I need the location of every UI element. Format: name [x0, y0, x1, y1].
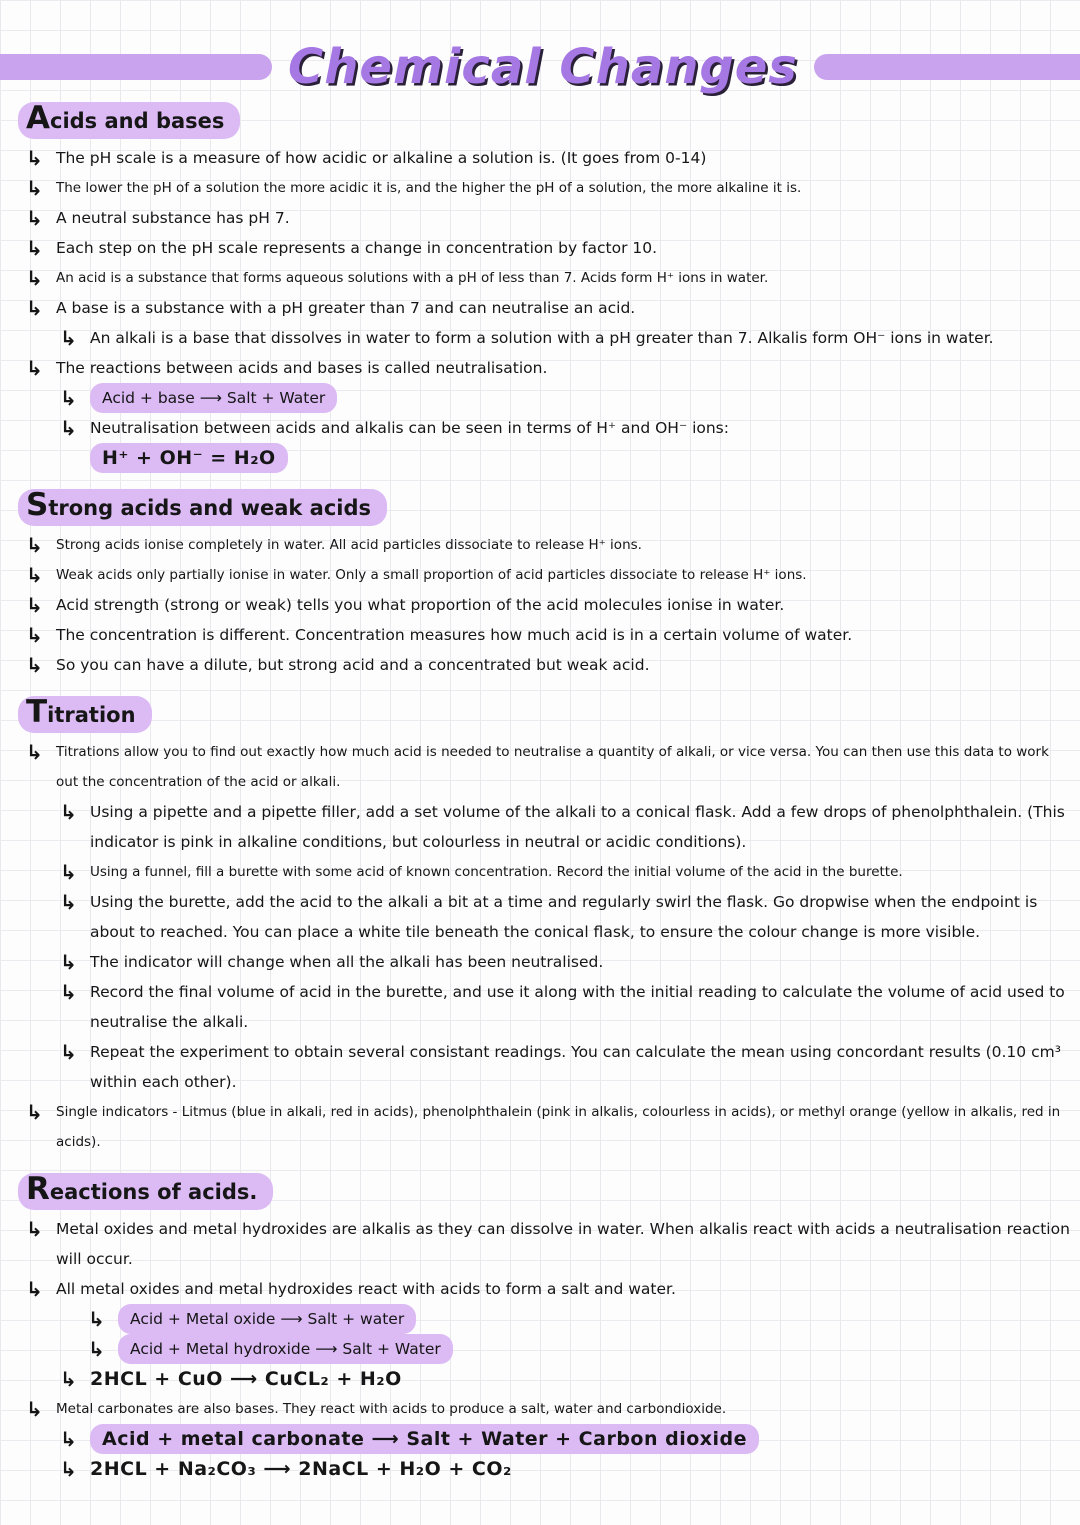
arrow-bullet-icon: ↳: [60, 1457, 77, 1481]
note-text: The concentration is different. Concentration measures how much acid is in a certain volume of water.: [56, 626, 853, 644]
arrow-bullet-icon: ↳: [26, 296, 43, 320]
note-line: [60, 797, 1080, 857]
note-line: [60, 857, 1080, 887]
arrow-bullet-icon: ↳: [26, 356, 43, 380]
note-line: [26, 263, 1074, 293]
note-line: [60, 977, 1080, 1037]
note-text: So you can have a dilute, but strong acid and a concentrated but weak acid.: [56, 656, 650, 674]
note-text: The reactions between acids and bases is called neutralisation.: [56, 359, 548, 377]
note-text: Each step on the pH scale represents a change in concentration by factor 10.: [56, 239, 658, 257]
note-text: An alkali is a base that dissolves in water to form a solution with a pH greater than 7. Alkalis form OH⁻ ions in water.: [90, 329, 994, 347]
arrow-bullet-icon: ↳: [26, 1397, 43, 1421]
note-text: An acid is a substance that forms aqueous solutions with a pH of less than 7. Acids form H⁺ ions in water.: [56, 270, 769, 286]
note-line: [26, 1394, 1074, 1424]
highlighted-equation: Acid + metal carbonate ⟶ Salt + Water + Carbon dioxide: [90, 1424, 759, 1454]
title-bar-left: [0, 54, 272, 80]
note-text: A base is a substance with a pH greater than 7 and can neutralise an acid.: [56, 299, 636, 317]
note-line: [60, 887, 1080, 947]
arrow-bullet-icon: ↳: [60, 950, 77, 974]
section-heading: Acids and bases: [18, 102, 240, 139]
note-line: [26, 620, 1074, 650]
note-text: Metal oxides and metal hydroxides are alkalis as they can dissolve in water. When alkalis react with acids a neutralisation reaction will occur.: [56, 1220, 1070, 1268]
arrow-bullet-icon: ↳: [60, 1367, 77, 1391]
note-text: Acid strength (strong or weak) tells you what proportion of the acid molecules ionise in water.: [56, 596, 785, 614]
note-text: The indicator will change when all the alkali has been neutralised.: [90, 953, 604, 971]
title-row: [0, 0, 1080, 96]
notes-section: [18, 696, 1080, 1157]
arrow-bullet-icon: ↳: [26, 266, 43, 290]
arrow-bullet-icon: ↳: [26, 1277, 43, 1301]
sections-container: [0, 96, 1080, 1484]
note-line: [60, 413, 1080, 443]
arrow-bullet-icon: ↳: [26, 236, 43, 260]
note-line: [26, 737, 1074, 797]
note-text: Repeat the experiment to obtain several consistant readings. You can calculate the mean using concordant results (0.10 cm³ within each other).: [90, 1043, 1061, 1091]
arrow-bullet-icon: ↳: [60, 1427, 77, 1451]
note-text: Single indicators - Litmus (blue in alkali, red in acids), phenolphthalein (pink in alkalis, colourless in acids), or methyl orange (yellow in alkalis, red in acids).: [56, 1104, 1061, 1150]
note-line: [26, 1097, 1074, 1157]
note-line: [60, 383, 1080, 413]
note-text: All metal oxides and metal hydroxides react with acids to form a salt and water.: [56, 1280, 676, 1298]
arrow-bullet-icon: ↳: [26, 740, 43, 764]
notes-section: [18, 1173, 1080, 1484]
note-line: [26, 560, 1074, 590]
arrow-bullet-icon: ↳: [26, 563, 43, 587]
arrow-bullet-icon: ↳: [26, 593, 43, 617]
note-line: [88, 1334, 1080, 1364]
note-line: [26, 530, 1074, 560]
note-text: The pH scale is a measure of how acidic or alkaline a solution is. (It goes from 0-14): [56, 149, 707, 167]
note-line: [26, 203, 1074, 233]
note-line: [60, 1424, 1080, 1454]
note-line: [26, 353, 1074, 383]
note-line: [26, 293, 1074, 323]
note-line: [60, 1454, 1080, 1484]
note-line: [26, 650, 1074, 680]
arrow-bullet-icon: ↳: [26, 623, 43, 647]
note-text: Using a funnel, fill a burette with some acid of known concentration. Record the initial volume of the acid in the burette.: [90, 864, 903, 880]
note-line: [60, 323, 1080, 353]
note-text: 2HCL + CuO ⟶ CuCL₂ + H₂O: [90, 1368, 402, 1390]
note-line: [26, 233, 1074, 263]
note-text: Strong acids ionise completely in water. All acid particles dissociate to release H⁺ ions.: [56, 537, 642, 553]
highlighted-equation: Acid + Metal hydroxide ⟶ Salt + Water: [118, 1334, 453, 1364]
note-line: [26, 1274, 1074, 1304]
notes-section: [18, 489, 1080, 680]
notes-section: [18, 102, 1080, 473]
arrow-bullet-icon: ↳: [60, 416, 77, 440]
note-text: Using a pipette and a pipette filler, add a set volume of the alkali to a conical flask. Add a few drops of phenolphthalein. (This indicator is pink in alkaline conditions, but colourless in neutral or acidic conditions).: [90, 803, 1065, 851]
arrow-bullet-icon: ↳: [26, 1217, 43, 1241]
arrow-bullet-icon: ↳: [26, 533, 43, 557]
note-text: Weak acids only partially ionise in water. Only a small proportion of acid particles dissociate to release H⁺ ions.: [56, 567, 807, 583]
title-bar-right: [814, 54, 1080, 80]
section-heading: Strong acids and weak acids: [18, 489, 387, 526]
arrow-bullet-icon: ↳: [26, 653, 43, 677]
arrow-bullet-icon: ↳: [60, 980, 77, 1004]
section-heading: Reactions of acids.: [18, 1173, 273, 1210]
arrow-bullet-icon: ↳: [60, 386, 77, 410]
arrow-bullet-icon: ↳: [60, 890, 77, 914]
section-heading: Titration: [18, 696, 152, 733]
arrow-bullet-icon: ↳: [88, 1337, 105, 1361]
note-line: [26, 143, 1074, 173]
note-text: A neutral substance has pH 7.: [56, 209, 290, 227]
arrow-bullet-icon: ↳: [26, 176, 43, 200]
arrow-bullet-icon: ↳: [60, 860, 77, 884]
page-title: Chemical Changes: [288, 39, 798, 95]
note-line: [88, 1304, 1080, 1334]
highlighted-equation: Acid + base ⟶ Salt + Water: [90, 383, 337, 413]
note-line: [26, 1214, 1074, 1274]
note-line: [26, 173, 1074, 203]
note-text: Metal carbonates are also bases. They react with acids to produce a salt, water and carbondioxide.: [56, 1401, 727, 1417]
note-text: Record the final volume of acid in the burette, and use it along with the initial reading to calculate the volume of acid used to neutralise the alkali.: [90, 983, 1065, 1031]
note-line: [60, 443, 1080, 473]
note-text: The lower the pH of a solution the more acidic it is, and the higher the pH of a solution, the more alkaline it is.: [56, 180, 802, 196]
note-text: 2HCL + Na₂CO₃ ⟶ 2NaCL + H₂O + CO₂: [90, 1458, 512, 1480]
note-text: Using the burette, add the acid to the alkali a bit at a time and regularly swirl the flask. Go dropwise when the endpoint is about to reached. You can place a white tile beneath the conical flask, to ensure the colour change is more visible.: [90, 893, 1038, 941]
note-line: [60, 1364, 1080, 1394]
arrow-bullet-icon: ↳: [60, 326, 77, 350]
arrow-bullet-icon: ↳: [88, 1307, 105, 1331]
note-line: [60, 947, 1080, 977]
note-text: Titrations allow you to find out exactly how much acid is needed to neutralise a quantity of alkali, or vice versa. You can then use this data to work out the concentration of the acid or alkali.: [56, 744, 1049, 790]
highlighted-equation: Acid + Metal oxide ⟶ Salt + water: [118, 1304, 416, 1334]
note-text: Neutralisation between acids and alkalis can be seen in terms of H⁺ and OH⁻ ions:: [90, 419, 729, 437]
arrow-bullet-icon: ↳: [60, 1040, 77, 1064]
note-line: [26, 590, 1074, 620]
arrow-bullet-icon: ↳: [26, 1100, 43, 1124]
arrow-bullet-icon: ↳: [26, 146, 43, 170]
arrow-bullet-icon: ↳: [26, 206, 43, 230]
highlighted-equation: H⁺ + OH⁻ = H₂O: [90, 443, 288, 473]
note-line: [60, 1037, 1080, 1097]
arrow-bullet-icon: ↳: [60, 800, 77, 824]
